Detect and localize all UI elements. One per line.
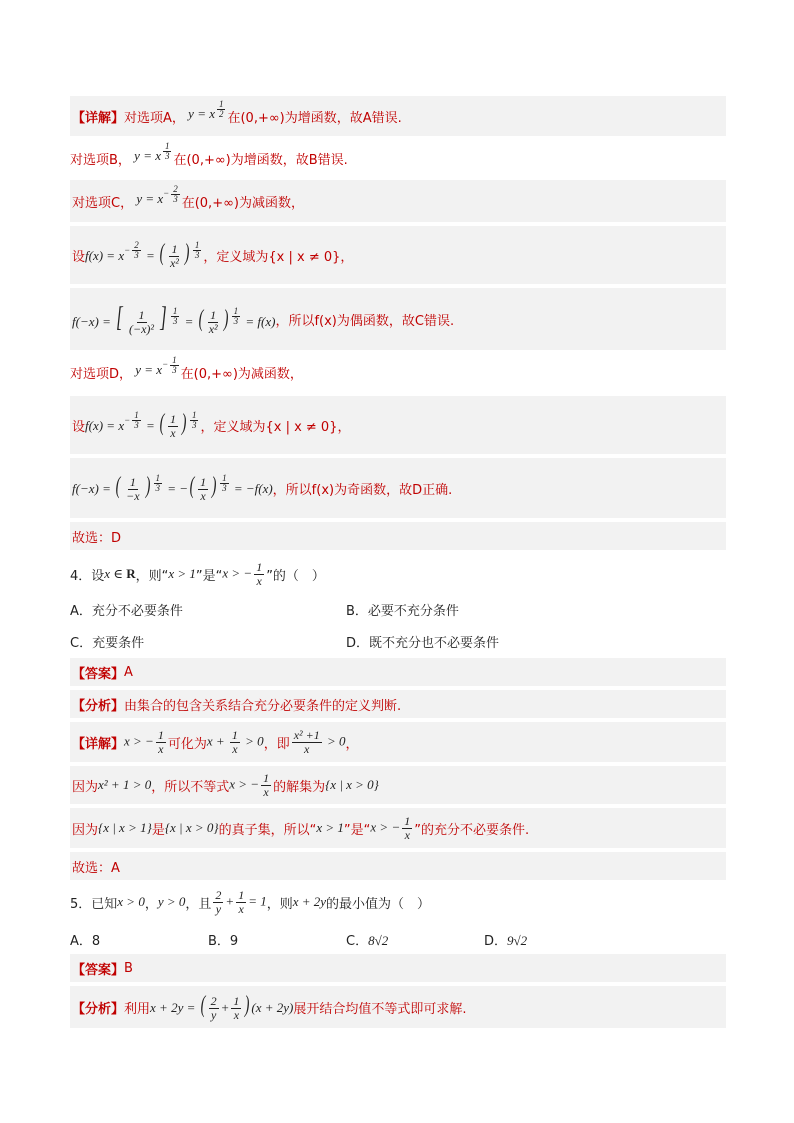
detail-line-a — [70, 96, 726, 136]
option-b-text: 对选项B， — [70, 152, 131, 168]
q5-answer: B — [124, 960, 133, 976]
choose-3: 故选：D — [72, 530, 122, 546]
analysis-label: 【分析】 — [72, 698, 125, 714]
q4-because2-mid: 是 — [151, 822, 165, 838]
q5-analysis-prefix: 利用 — [124, 1001, 151, 1017]
q4-answer-line — [70, 658, 726, 686]
formula-d: $y = x^{- \frac{1}{3}}$ — [132, 354, 177, 378]
d-domain: ，定义域为{x | x ≠ 0}， — [200, 419, 351, 435]
detail-label-q4: 【详解】 — [72, 736, 125, 752]
detail-line-c-set — [70, 226, 726, 284]
answer-label-q5: 【答案】 — [72, 962, 125, 978]
q4-choose: 故选：A — [72, 860, 120, 876]
q5-mid2: ，且 — [185, 896, 212, 912]
q4-because2-mid3: ”是“ — [343, 822, 371, 838]
set-prefix: 设 — [72, 249, 86, 265]
q4-analysis-line — [70, 690, 726, 718]
q4-q: x > − $\frac{1}{x}$ — [222, 559, 263, 588]
q4-because1-mid2: 的解集为 — [273, 779, 326, 795]
q5-option-d: D．9√2 — [484, 933, 528, 949]
q4-because2-mid2: 的真子集，所以“ — [218, 822, 317, 838]
q4-option-c: C．充要条件 — [70, 636, 145, 651]
q4-mid2: ”是“ — [195, 568, 223, 584]
q4-detail-line — [70, 722, 726, 762]
formula-b: y = x $^{\frac{1}{3}}$ — [130, 140, 170, 164]
q4-because1-set: {x | x > 0} — [325, 777, 379, 792]
q4-because2-line — [70, 808, 726, 848]
q4-analysis: 由集合的包含关系结合充分必要条件的定义判断. — [124, 698, 402, 714]
q4-answer: A — [124, 664, 133, 680]
q4-prefix: 4．设 — [70, 568, 105, 584]
q4-p: x > 1 — [168, 566, 196, 581]
q4-stem — [70, 556, 724, 592]
q5-analysis-expr: x + 2y = ( $\frac{2}{y}$ + $\frac{1}{x}$ ) (x + 2y) — [150, 991, 294, 1023]
q4-p2: x > 1 — [316, 820, 344, 835]
q5-option-b: B．9 — [208, 934, 239, 949]
option-b-tail: 在(0,+∞)为增函数，故B错误. — [173, 152, 348, 168]
formula-c-def: $f(x) = x^{- \frac{2}{3}}$ = ( $\frac{1}{\text{x²}}$ ) $^{\frac{1}{3}}$ — [85, 239, 200, 271]
option-d-text: 对选项D， — [70, 366, 133, 382]
q4-because1-mid: ，所以不等式 — [151, 779, 230, 795]
q4-because1-ineq: x > − $\frac{1}{x}$ — [229, 770, 270, 799]
q5-stem — [70, 882, 724, 922]
answer-label: 【答案】 — [72, 666, 125, 682]
c-domain: ，定义域为{x | x ≠ 0}， — [203, 249, 354, 265]
d-conclusion: ，所以f(x)为奇函数，故D正确. — [272, 482, 453, 498]
formula-c: $y = x^{- \frac{2}{3}}$ — [133, 183, 178, 207]
q4-option-a: A．充分不必要条件 — [70, 604, 183, 619]
q4-end: ”的（ ） — [266, 568, 325, 584]
formula-a: y = x $^{\frac{1}{2}}$ — [184, 98, 224, 122]
formula-d-def: $f(x) = x^{- \frac{1}{3}}$ = ( $\frac{1}{x}$ ) $^{\frac{1}{3}}$ — [85, 409, 197, 441]
q5-mid: ， — [144, 896, 158, 912]
q5-cond-x: x > 0 — [117, 894, 145, 909]
q4-because1-line — [70, 766, 726, 804]
q4-detail-form: x + $\frac{1}{x}$ > 0 — [206, 727, 264, 756]
q4-because1-prefix: 因为 — [72, 779, 99, 795]
detail-line-d — [70, 352, 724, 392]
q4-option-b: B．必要不充分条件 — [346, 604, 459, 619]
detail-line-d-set — [70, 396, 726, 454]
q4-because2-prefix: 因为 — [72, 822, 99, 838]
detail-line-c — [70, 180, 726, 222]
q4-because1-expr: x² + 1 > 0 — [98, 777, 152, 792]
option-a-text: 对选项A， — [124, 110, 185, 126]
q5-analysis-end: 展开结合均值不等式即可求解. — [293, 1001, 467, 1017]
detail-line-b — [70, 138, 724, 178]
q5-prefix: 5．已知 — [70, 896, 118, 912]
option-c-tail: 在(0,+∞)为减函数， — [181, 195, 304, 211]
q5-target: x + 2y — [292, 894, 327, 909]
q4-set-1: {x | x > 1} — [98, 820, 152, 835]
q5-cond-y: y > 0 — [157, 894, 186, 909]
q4-cond: x ∈ R — [104, 566, 136, 581]
q5-option-c: C．8√2 — [346, 933, 389, 949]
q4-detail-mid: 可化为 — [167, 736, 207, 752]
option-a-tail: 在(0,+∞)为增函数，故A错误. — [227, 110, 402, 126]
q5-analysis-line — [70, 986, 726, 1028]
q4-option-d: D．既不充分也不必要条件 — [346, 636, 500, 651]
q4-detail-mid2: ，即 — [263, 736, 290, 752]
detail-label: 【详解】 — [72, 110, 125, 126]
formula-c-even: f(−x) = [ $\frac{1}{\text{(−x)²}}$ ] $^{\frac{1}{3}}$ = ( $\frac{1}{\text{x²}}$ ) $^{\frac{1}{3}}$ = f(x) — [72, 301, 276, 337]
q4-detail-end: ， — [345, 736, 359, 752]
q4-q2: x > − $\frac{1}{x}$ — [370, 813, 411, 842]
q5-end: 的最小值为（ ） — [326, 896, 431, 912]
q4-detail-ineq: x > − $\frac{1}{x}$ — [124, 727, 164, 756]
choose-line-3 — [70, 522, 726, 550]
c-conclusion: ，所以f(x)为偶函数，故C错误. — [275, 313, 455, 329]
detail-line-d-odd — [70, 458, 726, 518]
set-prefix-d: 设 — [72, 419, 86, 435]
q4-detail-form2: $\frac{\text{x² +1}}{x}$ > 0 — [293, 727, 346, 756]
option-c-text: 对选项C， — [72, 195, 134, 211]
q4-set-2: {x | x > 0} — [164, 820, 219, 835]
q4-choose-line — [70, 852, 726, 880]
analysis-label-q5: 【分析】 — [72, 1001, 125, 1017]
q5-constraint: $\frac{2}{y}$ + $\frac{1}{x}$ = 1 — [215, 887, 267, 916]
q5-answer-line — [70, 954, 726, 982]
detail-line-c-even — [70, 288, 726, 350]
formula-d-odd: f(−x) = ( $\frac{1}{-x}$ ) $^{\frac{1}{3}}$ = −( $\frac{1}{x}$ ) $^{\frac{1}{3}}$ = −f(x) — [72, 472, 273, 504]
q4-mid: ，则“ — [135, 568, 169, 584]
q5-mid3: ，则 — [266, 896, 293, 912]
option-d-tail: 在(0,+∞)为减函数， — [180, 366, 303, 382]
q4-because2-end: ”的充分不必要条件. — [414, 822, 530, 838]
q5-option-a: A．8 — [70, 934, 101, 949]
